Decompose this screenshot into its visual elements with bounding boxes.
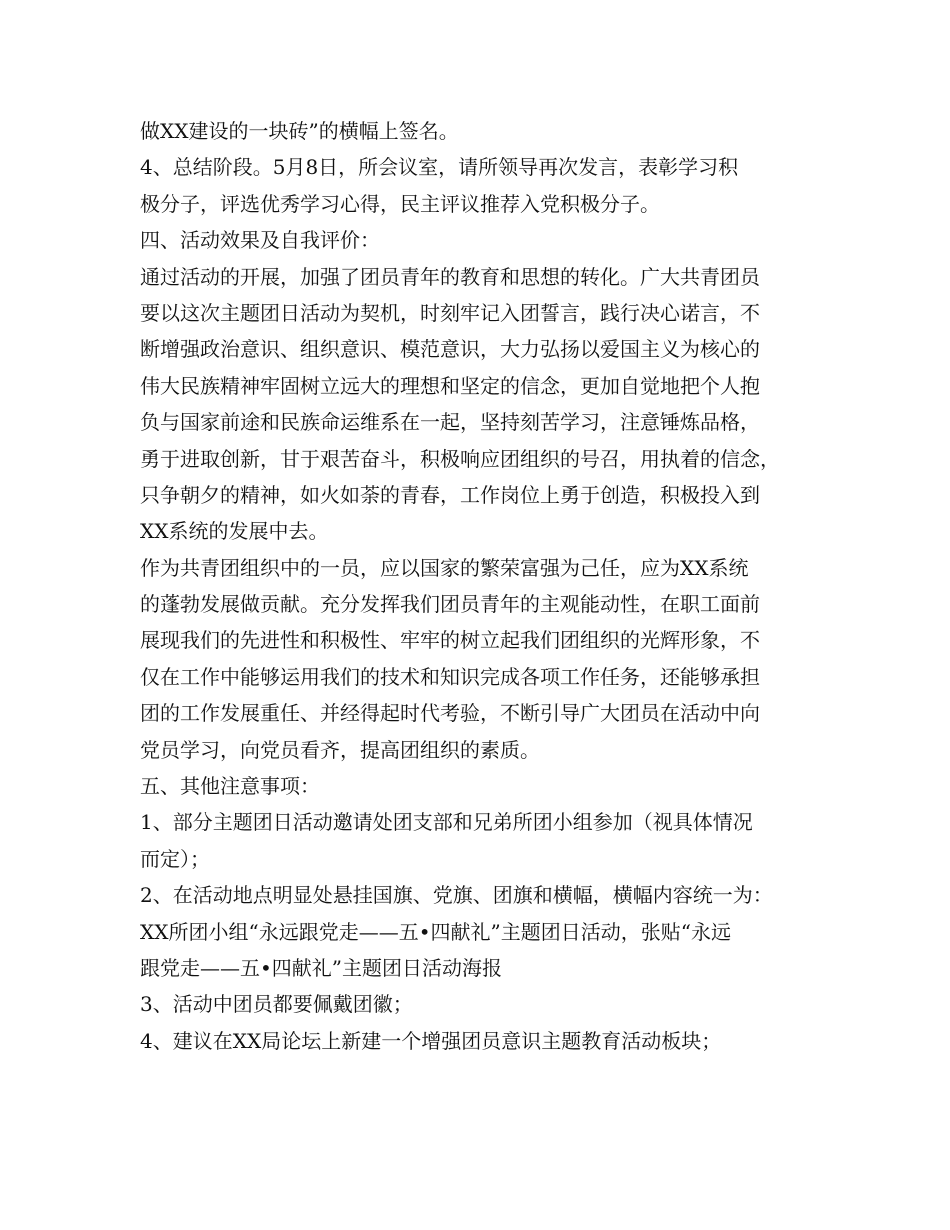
text-line: 只争朝夕的精神，如火如荼的青春，工作岗位上勇于创造，积极投入到: [140, 482, 760, 507]
text-line: 极分子，评选优秀学习心得，民主评议推荐入党积极分子。: [140, 191, 660, 216]
text-line: 断增强政治意识、组织意识、模范意识，大力弘扬以爱国主义为核心的: [140, 337, 760, 362]
text-line: 4、建议在XX局论坛上新建一个增强团员意识主题教育活动板块；: [140, 1028, 722, 1053]
text-line: 负与国家前途和民族命运维系在一起，坚持刻苦学习，注意锤炼品格，: [140, 410, 760, 435]
text-line: XX系统的发展中去。: [140, 519, 329, 544]
text-line: 要以这次主题团日活动为契机，时刻牢记入团誓言，践行决心诺言，不: [140, 300, 760, 325]
text-line: 团的工作发展重任、并经得起时代考验，不断引导广大团员在活动中向: [140, 701, 760, 726]
text-line: 党员学习，向党员看齐，提高团组织的素质。: [140, 737, 540, 762]
text-line: 勇于进取创新，甘于艰苦奋斗，积极响应团组织的号召，用执着的信念，: [140, 446, 780, 471]
text-line: 3、活动中团员都要佩戴团徽；: [140, 992, 413, 1017]
text-line: 的蓬勃发展做贡献。充分发挥我们团员青年的主观能动性，在职工面前: [140, 592, 760, 617]
text-line: 而定）；: [140, 846, 210, 871]
text-line: 伟大民族精神牢固树立远大的理想和坚定的信念，更加自觉地把个人抱: [140, 373, 760, 398]
text-line: 作为共青团组织中的一员，应以国家的繁荣富强为己任，应为XX系统: [140, 555, 749, 580]
text-line: 4、总结阶段。5月8日，所会议室，请所领导再次发言，表彰学习积: [140, 155, 739, 180]
text-line: 展现我们的先进性和积极性、牢牢的树立起我们团组织的光辉形象，不: [140, 628, 760, 653]
section-heading: 四、活动效果及自我评价：: [140, 228, 380, 253]
text-line: 做XX建设的一块砖”的横幅上签名。: [140, 119, 459, 143]
text-line: 跟党走——五•四献礼”主题团日活动海报: [140, 955, 503, 980]
document-body: [140, 113, 830, 1059]
text-line: 1、部分主题团日活动邀请处团支部和兄弟所团小组参加（视具体情况: [140, 810, 753, 835]
text-line: 仅在工作中能够运用我们的技术和知识完成各项工作任务，还能够承担: [140, 664, 760, 689]
text-line: 通过活动的开展，加强了团员青年的教育和思想的转化。广大共青团员: [140, 264, 760, 289]
text-line: 2、在活动地点明显处悬挂国旗、党旗、团旗和横幅，横幅内容统一为：: [140, 883, 773, 908]
section-heading: 五、其他注意事项：: [140, 774, 320, 799]
text-line: XX所团小组“永远跟党走——五•四献礼”主题团日活动，张贴“永远: [140, 919, 731, 944]
